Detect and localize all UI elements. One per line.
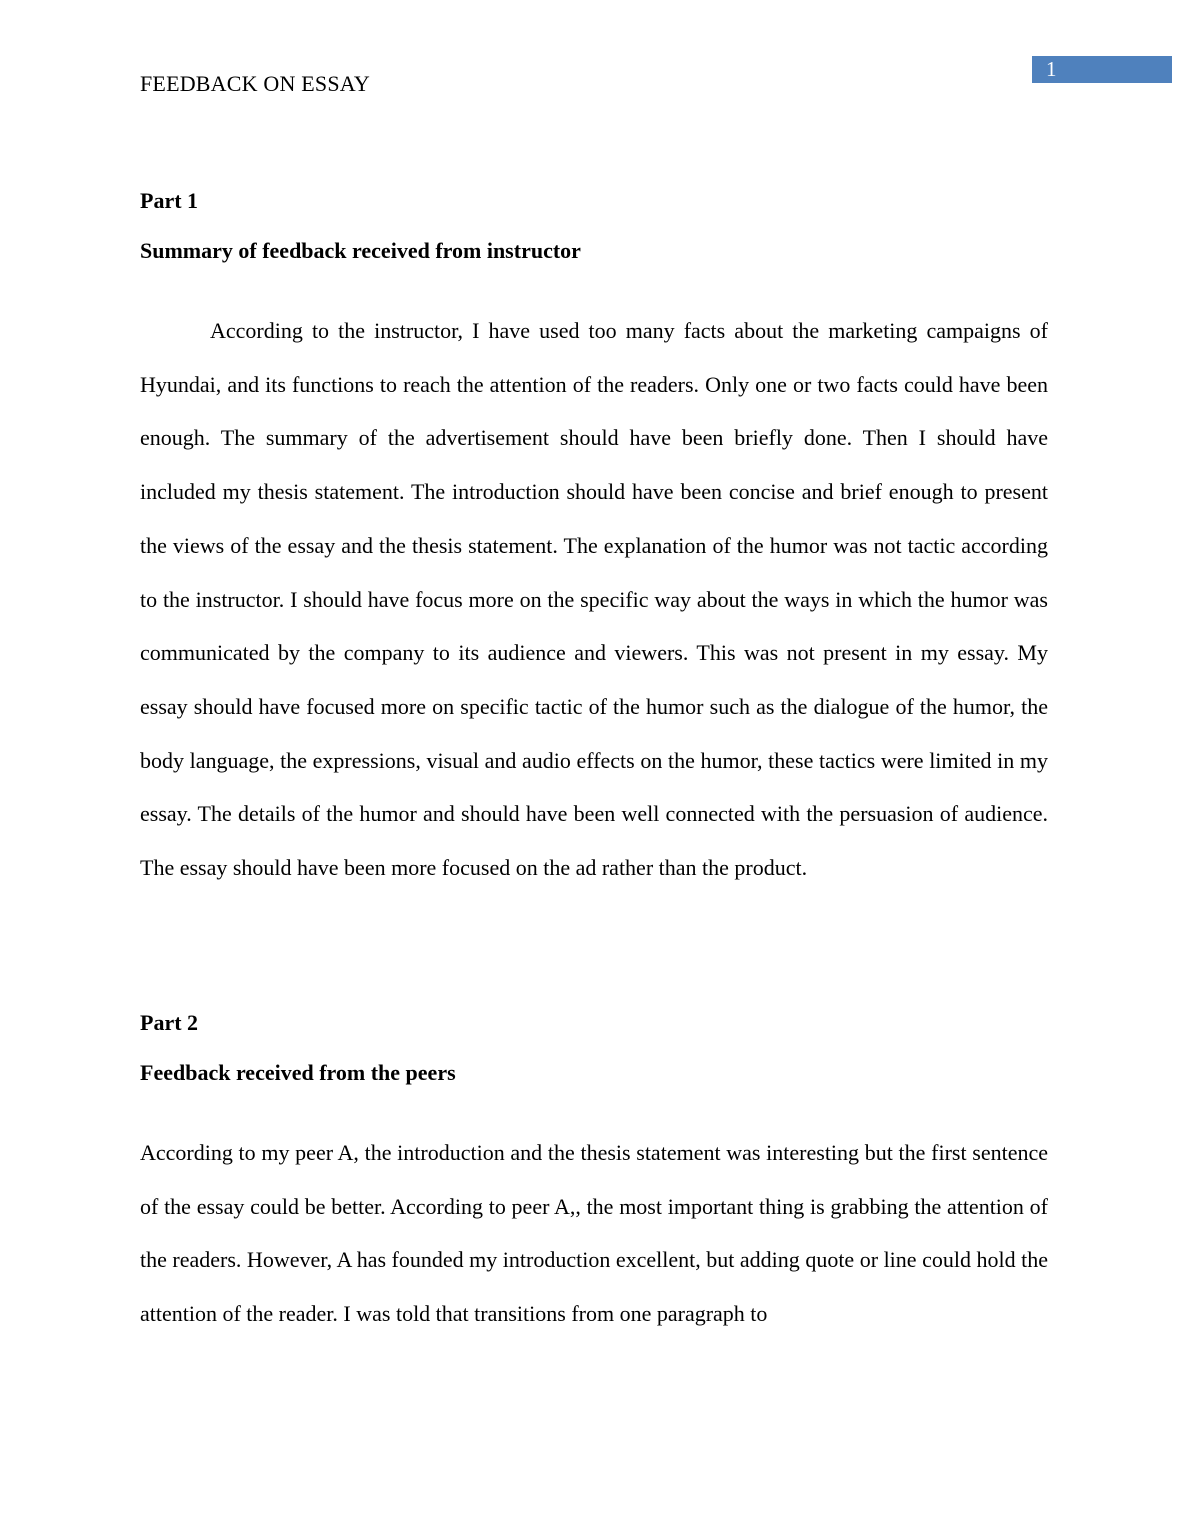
- page-number: 1: [1046, 57, 1057, 81]
- part1-title: Summary of feedback received from instructor: [140, 238, 581, 263]
- part2-paragraph: According to my peer A, the introduction and the thesis statement was interesting but the first sentence of the essay could be better. According to peer A,, the most important thing is grabbing the attention of the readers. However, A has founded my introduction excellent, but adding quote or line could hold the attention of the reader. I was told that transitions from one paragraph to: [140, 1140, 1048, 1327]
- page-number-box: [1032, 56, 1172, 83]
- part2-label: Part 2: [140, 1010, 199, 1035]
- part2-title: Feedback received from the peers: [140, 1060, 456, 1085]
- part1-label: Part 1: [140, 188, 199, 213]
- running-head: FEEDBACK ON ESSAY: [140, 71, 370, 96]
- part1-paragraph: According to the instructor, I have used too many facts about the marketing campaigns of Hyundai, and its functions to reach the attention of the readers. Only one or two facts could have been enough. The summary of the advertisement should have been briefly done. Then I should have included my thesis statement. The introduction should have been concise and brief enough to present the views of the essay and the thesis statement. The explanation of the humor was not tactic according to the instructor. I should have focus more on the specific way about the ways in which the humor was communicated by the company to its audience and viewers. This was not present in my essay. My essay should have focused more on specific tactic of the humor such as the dialogue of the humor, the body language, the expressions, visual and audio effects on the humor, these tactics were limited in my essay. The details of the humor and should have been well connected with the persuasion of audience. The essay should have been more focused on the ad rather than the product.: [140, 318, 1048, 881]
